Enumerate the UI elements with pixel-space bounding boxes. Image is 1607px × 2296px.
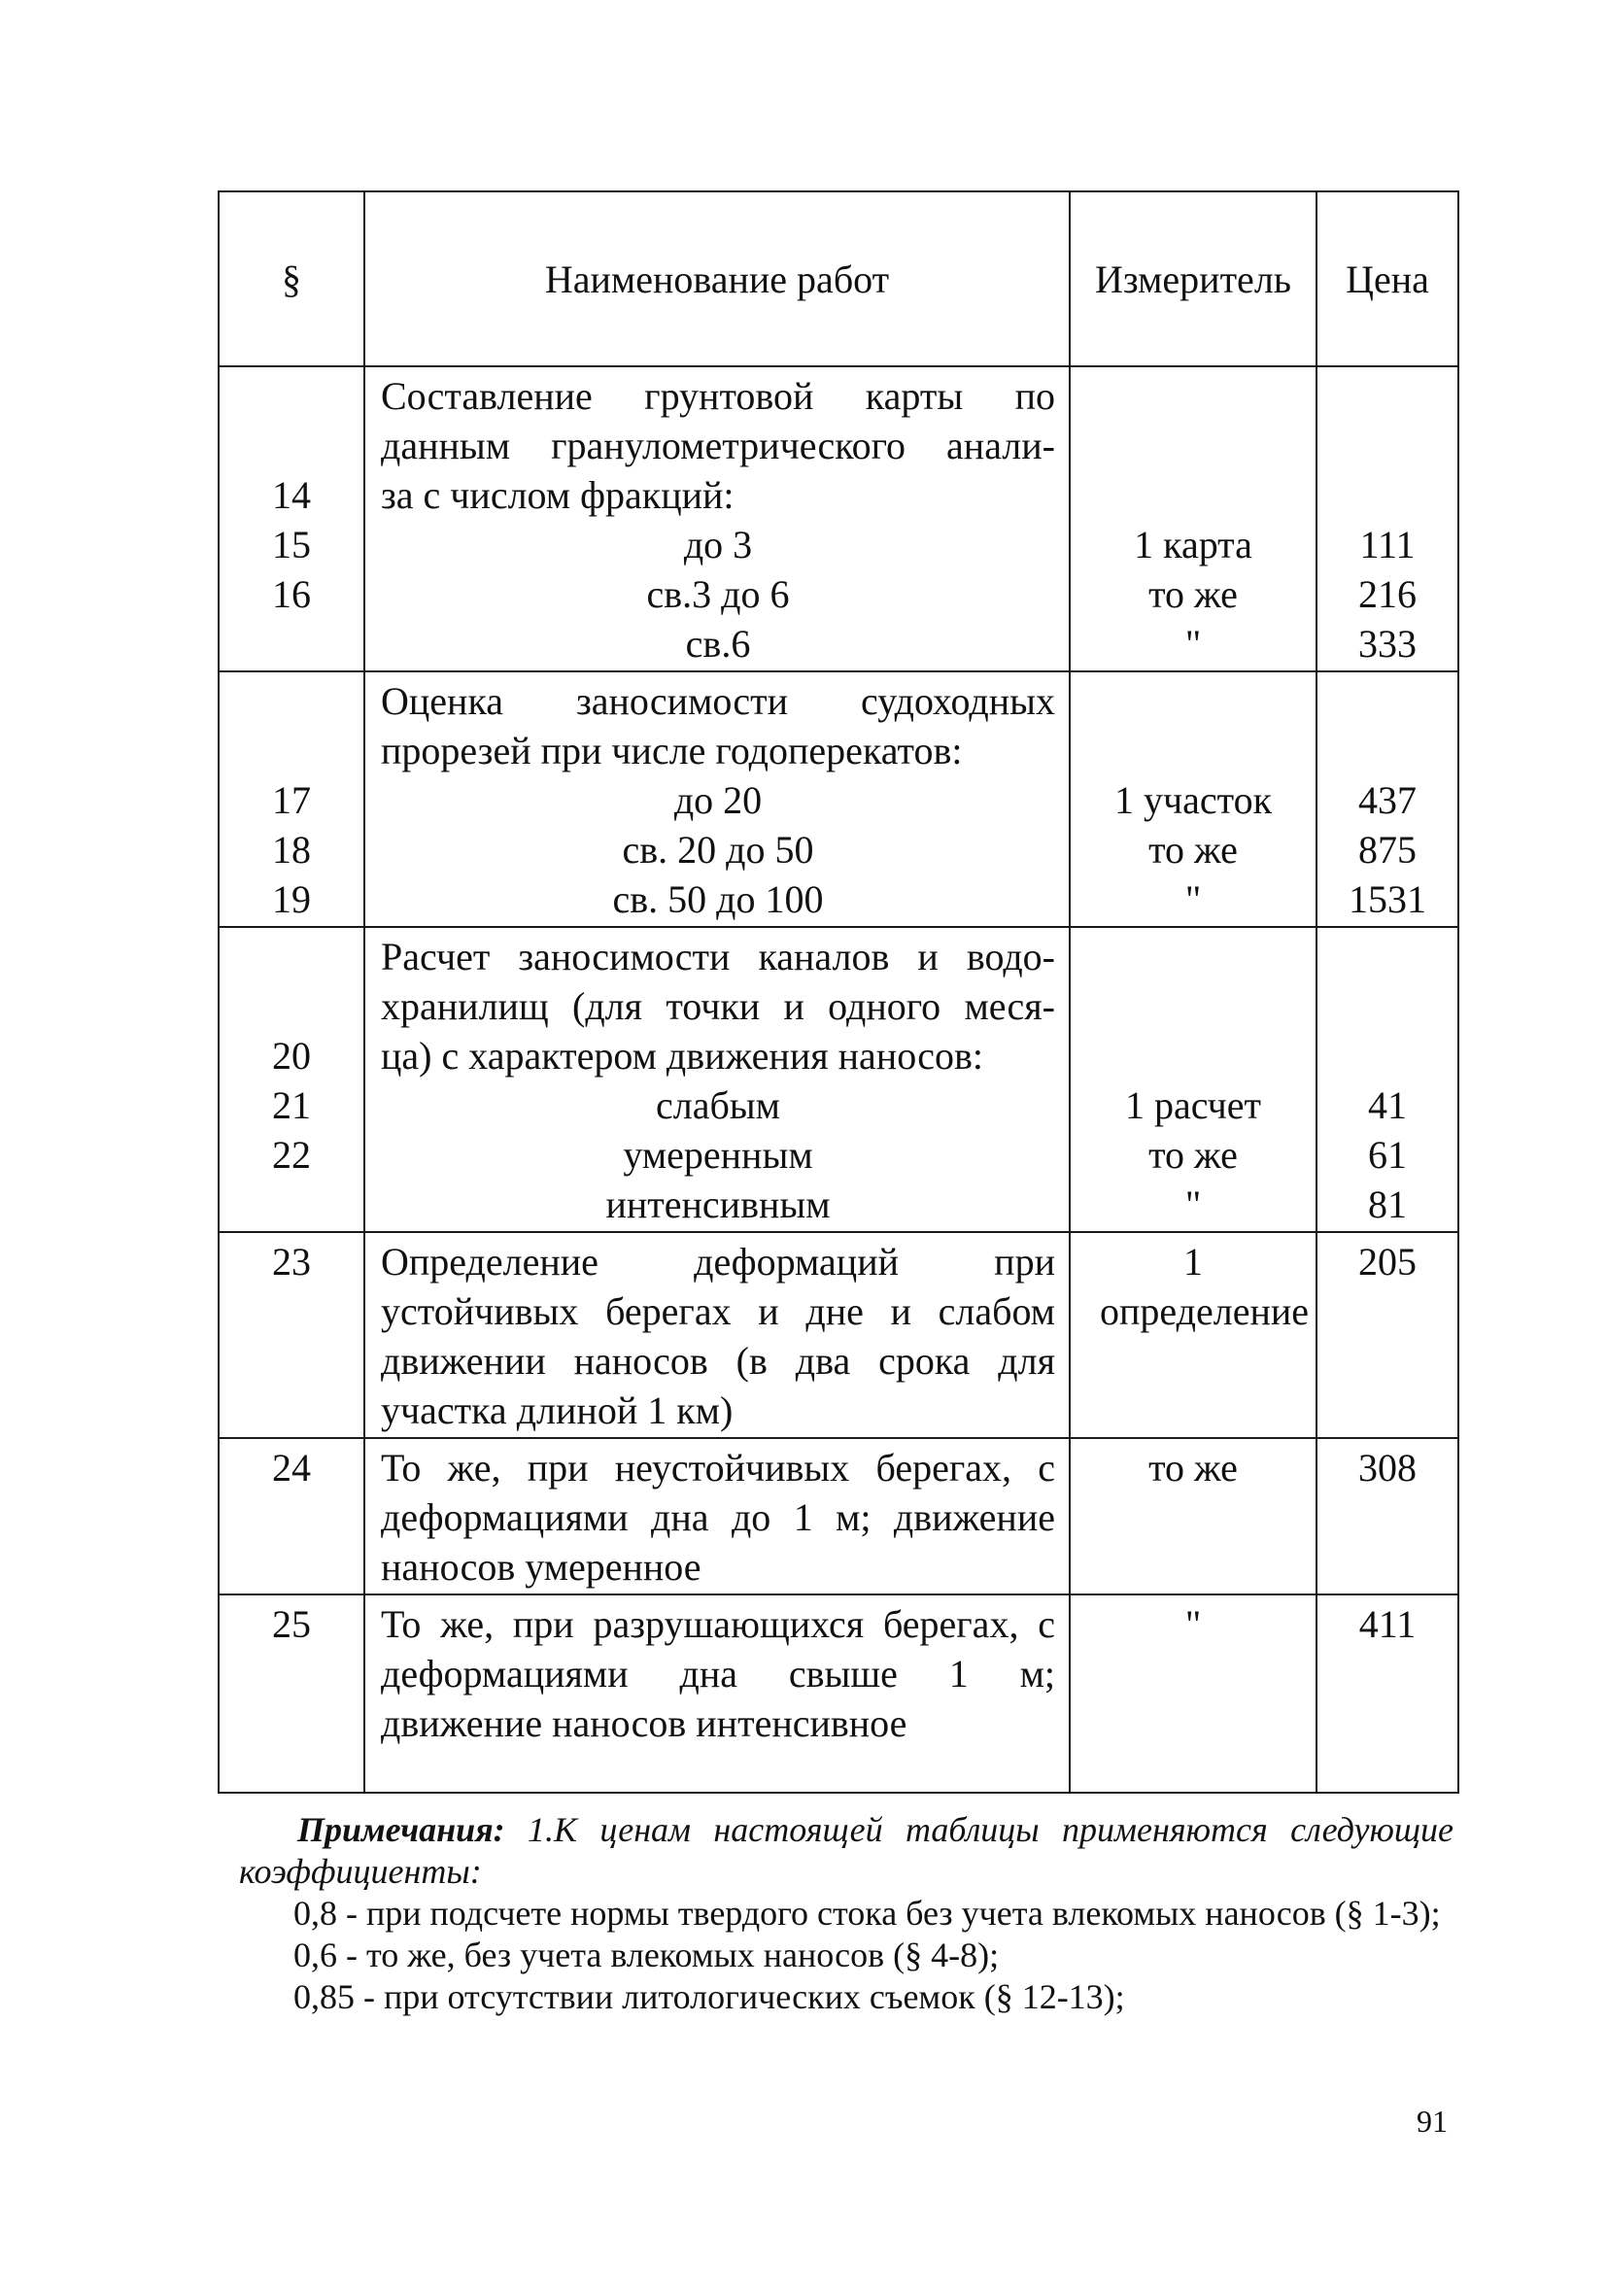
- section-number: 19: [272, 877, 311, 921]
- work-subitem: св. 50 до 100: [612, 877, 824, 921]
- work-name-text: То же, при неустойчивых берегах, с деформациями дна до 1 м; движение наносов умеренное: [381, 1446, 1055, 1589]
- work-subitem: до 20: [673, 778, 763, 822]
- work-name-text: То же, при разрушающихся берегах, с деформациями дна свыше 1 м; движение наносов интенсивное: [381, 1602, 1055, 1745]
- work-subitem: интенсивным: [605, 1182, 831, 1226]
- group-title-line: данным гранулометрического анали-: [381, 424, 1055, 467]
- note-item: 0,6 - то же, без учета влекомых наносов (§ 4-8);: [293, 1936, 1000, 1974]
- group-2-units: [1070, 671, 1316, 927]
- group-1-sections: [219, 366, 364, 671]
- work-subitem: слабым: [655, 1083, 780, 1127]
- price-value: 1531: [1349, 877, 1426, 921]
- section-number: 15: [272, 523, 311, 566]
- notes-section: [239, 1809, 1453, 2018]
- work-subitem: до 3: [683, 523, 753, 566]
- unit-value: ": [1184, 1182, 1202, 1226]
- price-value: 205: [1316, 1232, 1458, 1438]
- group-title-line: хранилищ (для точки и одного меся-: [381, 984, 1055, 1028]
- work-subitem: св.6: [685, 622, 751, 666]
- notes-title: Примечания:: [297, 1810, 505, 1849]
- section-number: 17: [272, 778, 311, 822]
- header-row: [219, 191, 1458, 366]
- note-item: 0,85 - при отсутствии литологических съемок (§ 12-13);: [293, 1977, 1125, 2016]
- section-number: 14: [272, 473, 311, 517]
- header-unit: Измеритель: [1070, 191, 1316, 366]
- price-value: 437: [1358, 778, 1417, 822]
- group-title-line: Оценка заносимости судоходных: [381, 679, 1055, 723]
- table-row-group-1: [219, 366, 1458, 671]
- unit-text: 1 определение: [1100, 1240, 1310, 1333]
- group-2-prices: [1316, 671, 1458, 927]
- section-number: 16: [272, 572, 311, 616]
- group-3-names: [364, 927, 1070, 1232]
- unit-value: [1070, 1232, 1316, 1438]
- group-title-line: Составление грунтовой карты по: [381, 374, 1055, 418]
- group-1-prices: [1316, 366, 1458, 671]
- price-value: 411: [1316, 1594, 1458, 1793]
- header-name: Наименование работ: [364, 191, 1070, 366]
- group-2-names: [364, 671, 1070, 927]
- group-2-sections: [219, 671, 364, 927]
- section-number: 25: [219, 1594, 364, 1793]
- note-item: 0,8 - при подсчете нормы твердого стока без учета влекомых наносов (§ 1-3);: [293, 1894, 1441, 1933]
- unit-value: ": [1070, 1594, 1316, 1793]
- work-name: [364, 1594, 1070, 1793]
- work-name: [364, 1438, 1070, 1594]
- work-subitem: св.3 до 6: [646, 572, 790, 616]
- unit-value: ": [1184, 877, 1202, 921]
- price-value: 61: [1368, 1133, 1407, 1177]
- group-1-names: [364, 366, 1070, 671]
- group-3-sections: [219, 927, 364, 1232]
- section-number: 22: [272, 1133, 311, 1177]
- section-number: 21: [272, 1083, 311, 1127]
- notes-intro: [239, 1809, 1453, 1893]
- work-name-text: Определение деформаций при устойчивых берегах и дне и слабом движении наносов (в два срока для участка длиной 1 км): [381, 1240, 1055, 1432]
- table-row: [219, 1438, 1458, 1594]
- price-value: 41: [1368, 1083, 1407, 1127]
- work-name: [364, 1232, 1070, 1438]
- group-title-line: за с числом фракций:: [381, 473, 735, 517]
- unit-value: то же: [1148, 572, 1238, 616]
- group-title-line: ца) с характером движения наносов:: [381, 1034, 983, 1078]
- price-value: 81: [1368, 1182, 1407, 1226]
- unit-value: то же: [1070, 1438, 1316, 1594]
- unit-value: 1 расчет: [1124, 1083, 1262, 1127]
- header-price: Цена: [1316, 191, 1458, 366]
- section-number: 20: [272, 1034, 311, 1078]
- group-title-line: Расчет заносимости каналов и водо-: [381, 935, 1055, 978]
- price-value: 111: [1359, 523, 1416, 566]
- page-number: 91: [1417, 2104, 1448, 2139]
- unit-value: 1 карта: [1134, 523, 1252, 566]
- table-row-group-2: [219, 671, 1458, 927]
- price-table: [218, 190, 1459, 1794]
- unit-value: то же: [1148, 828, 1238, 872]
- group-title-line: прорезей при числе годоперекатов:: [381, 729, 963, 772]
- section-number: 24: [219, 1438, 364, 1594]
- section-number: 18: [272, 828, 311, 872]
- table-row: [219, 1232, 1458, 1438]
- group-3-units: [1070, 927, 1316, 1232]
- price-value: 308: [1316, 1438, 1458, 1594]
- section-number: 23: [219, 1232, 364, 1438]
- unit-value: то же: [1148, 1133, 1238, 1177]
- table-row-group-3: [219, 927, 1458, 1232]
- group-1-units: [1070, 366, 1316, 671]
- price-value: 216: [1358, 572, 1417, 616]
- table-row: [219, 1594, 1458, 1793]
- work-subitem: умеренным: [623, 1133, 813, 1177]
- group-3-prices: [1316, 927, 1458, 1232]
- notes-intro-text: 1.К ценам настоящей таблицы применяются следующие коэффициенты:: [239, 1810, 1453, 1891]
- header-section: §: [219, 191, 364, 366]
- unit-value: ": [1184, 622, 1202, 666]
- unit-value: 1 участок: [1113, 778, 1272, 822]
- work-subitem: св. 20 до 50: [622, 828, 814, 872]
- price-value: 875: [1358, 828, 1417, 872]
- price-value: 333: [1358, 622, 1417, 666]
